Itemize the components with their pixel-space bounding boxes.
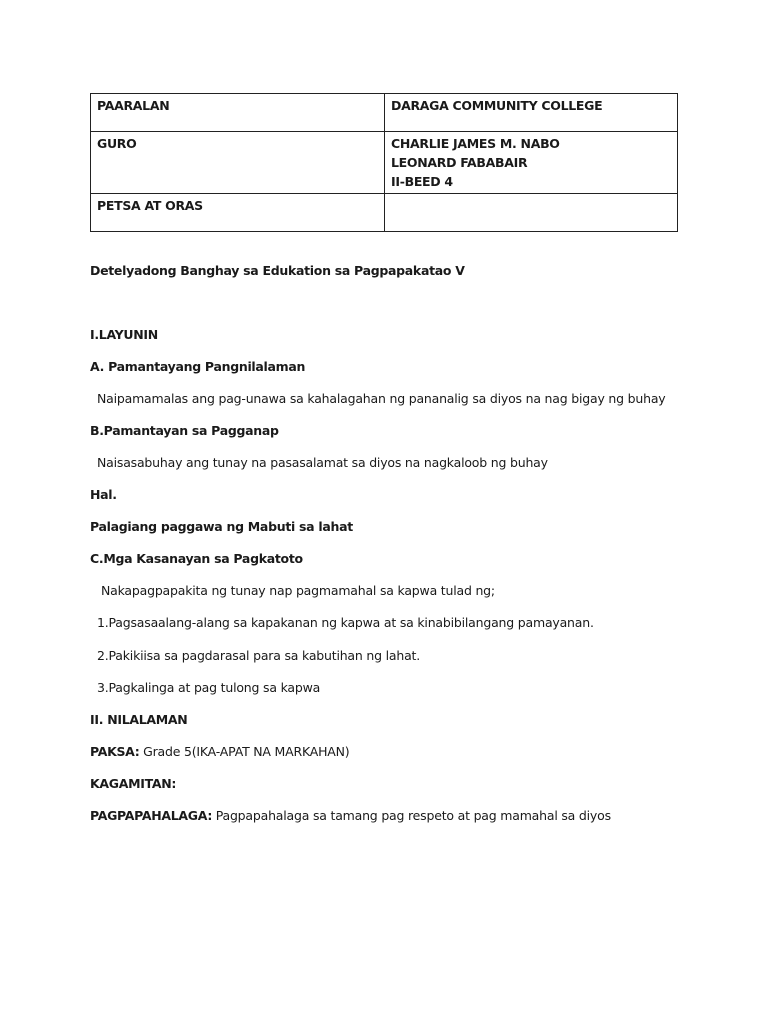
section-a-text: Naipamamalas ang pag-unawa sa kahalagahan ng pananalig sa diyos na nag bigay ng buhay bbox=[97, 391, 666, 406]
teacher-name-2: LEONARD FABABAIR bbox=[391, 155, 528, 170]
table-cell-value-empty bbox=[385, 194, 678, 232]
pagpapahalaga-value: Pagpapahalaga sa tamang pag respeto at pag mamahal sa diyos bbox=[215, 808, 611, 823]
section-heading-a: A. Pamantayang Pangnilalaman bbox=[90, 359, 306, 374]
paksa-line bbox=[90, 744, 349, 760]
section-heading-b: B.Pamantayan sa Pagganap bbox=[90, 423, 279, 438]
table-cell-value bbox=[385, 132, 678, 194]
document-title: Detelyadong Banghay sa Edukation sa Pagpapakatao V bbox=[90, 263, 465, 278]
teacher-name-1: CHARLIE JAMES M. NABO bbox=[391, 136, 560, 151]
table-cell-value bbox=[385, 94, 678, 132]
hal-text: Palagiang paggawa ng Mabuti sa lahat bbox=[90, 519, 353, 534]
kagamitan-label: KAGAMITAN: bbox=[90, 776, 177, 791]
class-section: II-BEED 4 bbox=[391, 174, 453, 189]
pagpapahalaga-line bbox=[90, 808, 611, 824]
section-heading-c: C.Mga Kasanayan sa Pagkatoto bbox=[90, 551, 303, 566]
hal-heading: Hal. bbox=[90, 487, 117, 502]
section-heading-nilalaman: II. NILALAMAN bbox=[90, 712, 188, 727]
paksa-label: PAKSA: bbox=[90, 744, 140, 759]
section-c-intro: Nakapagpapakita ng tunay nap pagmamahal sa kapwa tulad ng; bbox=[101, 583, 495, 598]
table-cell-label: PAARALAN bbox=[91, 94, 385, 132]
paksa-value: Grade 5(IKA-APAT NA MARKAHAN) bbox=[143, 744, 350, 759]
info-table bbox=[90, 93, 678, 232]
school-name: DARAGA COMMUNITY COLLEGE bbox=[391, 98, 603, 113]
table-cell-label: PETSA AT ORAS bbox=[91, 194, 385, 232]
list-item: 1.Pagsasaalang-alang sa kapakanan ng kapwa at sa kinabibilangang pamayanan. bbox=[97, 615, 594, 630]
table-row bbox=[91, 194, 678, 232]
table-cell-label: GURO bbox=[91, 132, 385, 194]
list-item: 2.Pakikiisa sa pagdarasal para sa kabutihan ng lahat. bbox=[97, 648, 421, 663]
section-heading-layunin: I.LAYUNIN bbox=[90, 327, 158, 342]
table-row bbox=[91, 132, 678, 194]
section-b-text: Naisasabuhay ang tunay na pasasalamat sa diyos na nagkaloob ng buhay bbox=[97, 455, 548, 470]
table-row bbox=[91, 94, 678, 132]
pagpapahalaga-label: PAGPAPAHALAGA: bbox=[90, 808, 213, 823]
list-item: 3.Pagkalinga at pag tulong sa kapwa bbox=[97, 680, 321, 695]
